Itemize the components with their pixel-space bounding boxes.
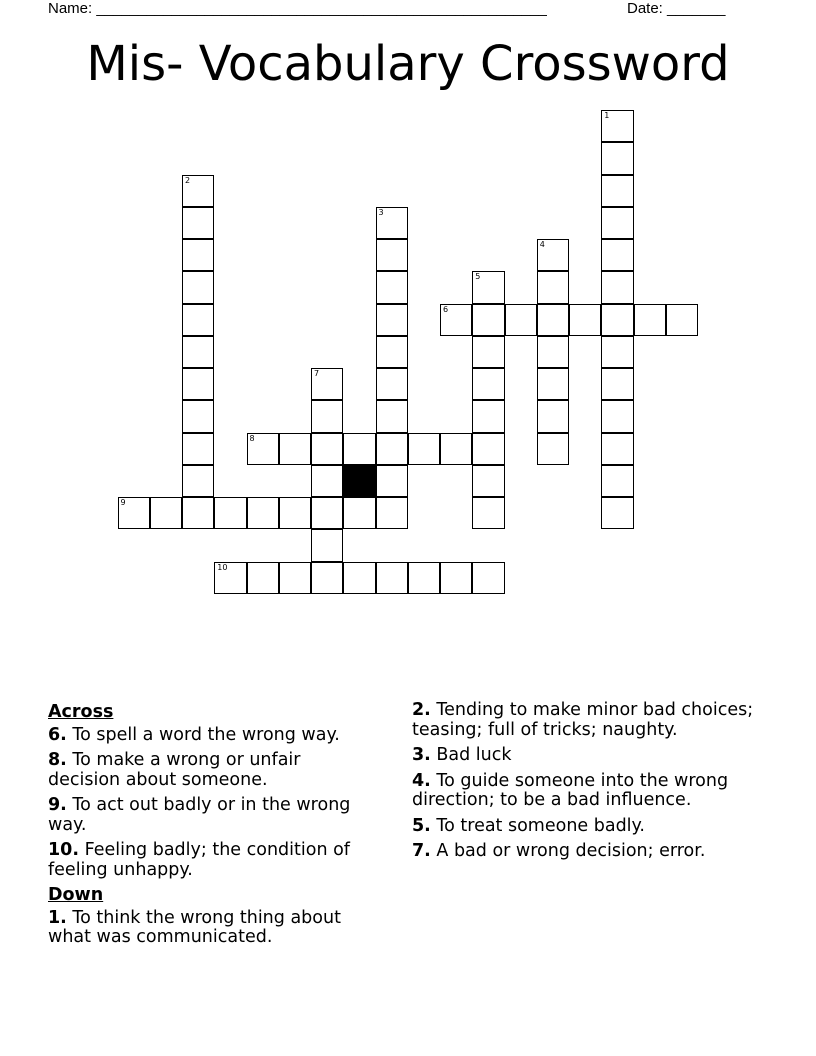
crossword-cell[interactable] (376, 336, 408, 368)
clue-down-3: 3. Bad luck (412, 745, 512, 765)
crossword-cell[interactable] (118, 497, 150, 529)
crossword-cell[interactable] (601, 465, 633, 497)
crossword-cell[interactable] (311, 529, 343, 561)
crossword-cell[interactable] (376, 465, 408, 497)
crossword-cell[interactable] (247, 433, 279, 465)
crossword-cell[interactable] (440, 304, 472, 336)
crossword-cell[interactable] (537, 239, 569, 271)
crossword-cell[interactable] (537, 304, 569, 336)
crossword-cell[interactable] (601, 497, 633, 529)
crossword-cell[interactable] (601, 239, 633, 271)
crossword-cell[interactable] (472, 368, 504, 400)
clues-right-column (412, 701, 762, 868)
crossword-cell[interactable] (214, 497, 246, 529)
crossword-cell[interactable] (601, 207, 633, 239)
crossword-cell[interactable] (472, 271, 504, 303)
crossword-cell[interactable] (182, 497, 214, 529)
clue-across-6: 6. To spell a word the wrong way. (48, 724, 340, 745)
crossword-cell[interactable] (376, 400, 408, 432)
crossword-cell[interactable] (182, 304, 214, 336)
clue-across-9: 9. To act out badly or in the wrong way. (48, 795, 351, 835)
clue-number: 8 (249, 433, 255, 443)
crossword-cell[interactable] (376, 304, 408, 336)
crossword-cell[interactable] (601, 304, 633, 336)
crossword-cell[interactable] (182, 207, 214, 239)
crossword-cell[interactable] (182, 336, 214, 368)
crossword-cell[interactable] (376, 207, 408, 239)
crossword-cell[interactable] (601, 433, 633, 465)
crossword-cell[interactable] (343, 562, 375, 594)
crossword-cell[interactable] (666, 304, 698, 336)
clue-number: 4 (539, 240, 545, 249)
crossword-cell[interactable] (311, 497, 343, 529)
crossword-cell[interactable] (247, 562, 279, 594)
clue-number: 1 (604, 111, 610, 120)
crossword-cell[interactable] (247, 497, 279, 529)
crossword-cell[interactable] (182, 368, 214, 400)
page-title: Mis- Vocabulary Crossword (86, 36, 730, 92)
crossword-cell[interactable] (343, 497, 375, 529)
crossword-cell[interactable] (601, 368, 633, 400)
clue-number: 7 (314, 369, 320, 378)
crossword-cell[interactable] (214, 562, 246, 594)
crossword-cell[interactable] (279, 562, 311, 594)
crossword-cell[interactable] (279, 497, 311, 529)
crossword-cell[interactable] (279, 433, 311, 465)
crossword-cell[interactable] (408, 562, 440, 594)
name-field-label: Name: ______________________________________________________ (48, 0, 547, 17)
clue-across-8: 8. To make a wrong or unfair decision about someone. (48, 750, 301, 790)
clue-number: 9 (120, 498, 126, 507)
crossword-cell[interactable] (601, 336, 633, 368)
crossword-cell[interactable] (537, 368, 569, 400)
crossword-cell[interactable] (601, 110, 633, 142)
crossword-cell[interactable] (601, 142, 633, 174)
clue-down-1: 1. To think the wrong thing about what was communicated. (48, 907, 341, 947)
crossword-cell[interactable] (505, 304, 537, 336)
crossword-cell[interactable] (601, 175, 633, 207)
crossword-cell[interactable] (376, 562, 408, 594)
crossword-cell[interactable] (376, 271, 408, 303)
crossword-cell[interactable] (472, 336, 504, 368)
crossword-cell[interactable] (601, 271, 633, 303)
crossword-cell[interactable] (182, 239, 214, 271)
crossword-cell[interactable] (182, 433, 214, 465)
crossword-cell[interactable] (537, 433, 569, 465)
crossword-cell[interactable] (182, 465, 214, 497)
crossword-cell[interactable] (376, 239, 408, 271)
clue-down-5: 5. To treat someone badly. (412, 815, 645, 836)
crossword-cell[interactable] (182, 271, 214, 303)
crossword-cell[interactable] (376, 497, 408, 529)
crossword-cell[interactable] (472, 433, 504, 465)
crossword-cell[interactable] (569, 304, 601, 336)
crossword-cell[interactable] (376, 433, 408, 465)
down-heading: Down (48, 885, 104, 905)
clue-down-4: 4. To guide someone into the wrong direction; to be a bad influence. (412, 770, 729, 810)
crossword-cell[interactable] (472, 562, 504, 594)
crossword-cell[interactable] (440, 433, 472, 465)
crossword-cell[interactable] (311, 562, 343, 594)
crossword-cell[interactable] (182, 175, 214, 207)
crossword-cell[interactable] (311, 368, 343, 400)
clue-number: 5 (475, 272, 481, 282)
crossword-cell[interactable] (311, 400, 343, 432)
crossword-cell[interactable] (408, 433, 440, 465)
crossword-cell[interactable] (150, 497, 182, 529)
clue-number: 2 (185, 175, 191, 185)
crossword-cell[interactable] (182, 400, 214, 432)
clue-across-10: 10. Feeling badly; the condition of feeling unhappy. (48, 840, 350, 880)
clue-number: 3 (378, 207, 384, 217)
clue-down-2: 2. Tending to make minor bad choices; teasing; full of tricks; naughty. (412, 700, 754, 740)
clue-number: 6 (443, 304, 449, 314)
across-heading: Across (48, 702, 114, 722)
clues-left-column (48, 701, 378, 954)
date-field-label: Date: _______ (627, 0, 726, 17)
crossword-cell[interactable] (537, 271, 569, 303)
crossword-cell[interactable] (472, 497, 504, 529)
blocked-cell (343, 465, 375, 497)
crossword-cell[interactable] (601, 400, 633, 432)
crossword-cell[interactable] (311, 433, 343, 465)
crossword-cell[interactable] (472, 304, 504, 336)
crossword-cell[interactable] (472, 465, 504, 497)
crossword-cell[interactable] (537, 400, 569, 432)
crossword-cell[interactable] (343, 433, 375, 465)
crossword-cell[interactable] (440, 562, 472, 594)
clue-down-7: 7. A bad or wrong decision; error. (412, 841, 706, 861)
crossword-cell[interactable] (311, 465, 343, 497)
crossword-cell[interactable] (472, 400, 504, 432)
crossword-cell[interactable] (537, 336, 569, 368)
clue-number: 10 (217, 562, 228, 572)
crossword-cell[interactable] (634, 304, 666, 336)
crossword-cell[interactable] (376, 368, 408, 400)
